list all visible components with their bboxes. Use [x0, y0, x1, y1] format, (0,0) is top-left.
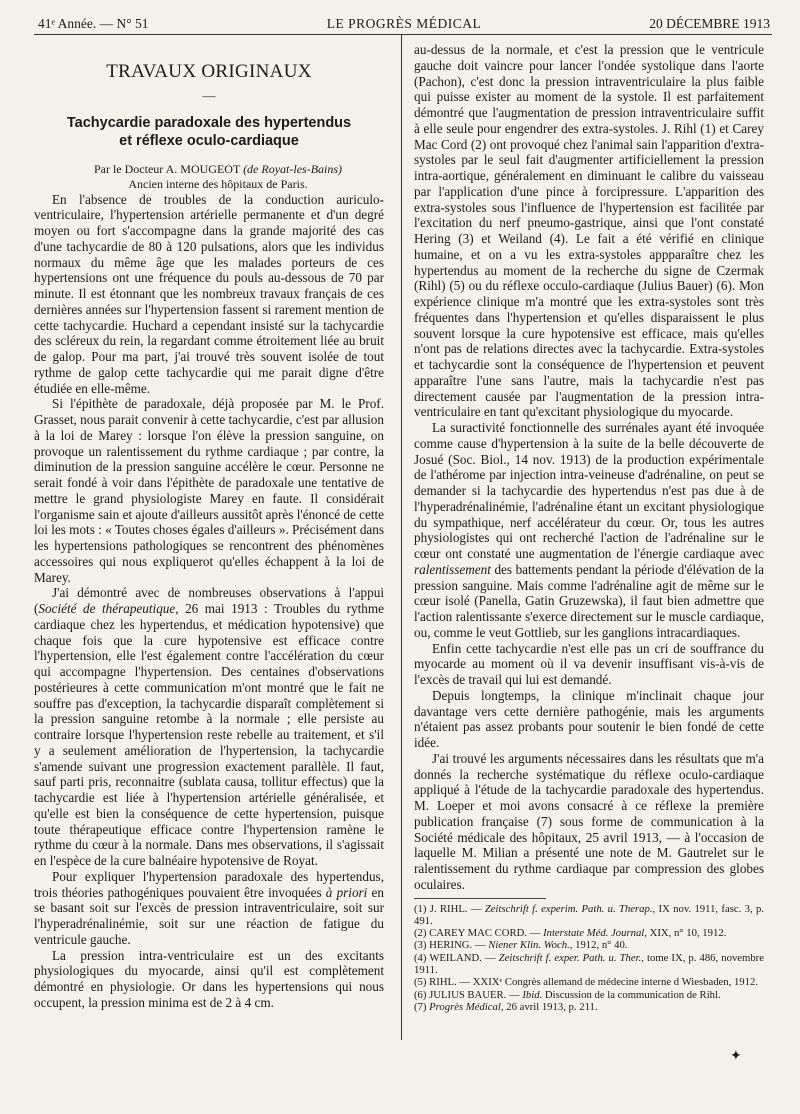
footnote-rule	[414, 898, 546, 899]
paragraph	[414, 420, 764, 641]
footnotes	[414, 903, 764, 1014]
author-byline	[34, 162, 384, 177]
paragraph-text: Pour expliquer l'hypertension paradoxale des hypertendus, trois théories pathogéniques pouvaient être invoquées	[34, 868, 384, 900]
page-header	[38, 10, 770, 34]
paragraph: La pression intra-ventriculaire est un des excitants physiologiques du myocarde, ainsi qu'il est complètement démontré en physiologie. Or dans les hypertensions qui nous occupent, la pression minima est de 2 à 4 cm.	[34, 947, 384, 1010]
footnote-text: Discussion de la communication de Rihl.	[542, 988, 721, 1001]
left-column	[34, 42, 384, 1011]
footnote-italic: Progrès Médical	[429, 1000, 501, 1013]
footnote-italic: Zeitschrift f. experim. Path. u. Therap.	[484, 902, 653, 915]
footnote-text: , 1912, n° 40.	[569, 939, 628, 952]
footnote	[414, 1001, 764, 1013]
journal-title: LE PROGRÈS MÉDICAL	[326, 16, 482, 31]
footnote	[414, 952, 764, 977]
author-role: Ancien interne des hôpitaux de Paris.	[128, 176, 308, 191]
author-name: Par le Docteur A. MOUGEOT	[93, 161, 241, 176]
paragraph	[34, 869, 384, 948]
column-rule	[401, 35, 402, 1040]
paragraph: Si l'épithète de paradoxale, déjà proposée par M. le Prof. Grasset, nous parait convenir à cette tachycardie, c'est par allusion à la loi de Marey : lorsque l'on élève la pression sanguine, on provoque un ralentissement du rythme cardiaque ; par contre, la diminution de la pression sanguine accélère le cœur. Personne ne serait fondé à voir dans l'épithète de paradoxale une tentative de mettre le grand physiologiste Marey en faute. Il considérait l'organisme sain et ajoute d'ailleurs aussitôt après l'énoncé de cette loi les mots : « Toutes choses égales d'ailleurs ». Précisément dans les hypertensions pathologiques se rencontrent des phénomènes accessoires qui nous expliquerot qu'elles échappent à la loi de Marey.	[34, 396, 385, 585]
paragraph-text: en se basant soit sur l'excès de pression intraventriculaire, soit sur l'hyperadrénalinémie, soit sur une réaction de fatigue du ventricule gauche.	[34, 884, 385, 947]
footnote-text: , tome IX, p. 486, novembre 1911.	[414, 951, 764, 976]
footnote	[414, 939, 764, 951]
footnote-text: , IX nov. 1911, fasc. 3, p. 491.	[414, 902, 764, 927]
paragraph: Depuis longtemps, la clinique m'inclinait chaque jour davantage vers cette dernière pathogénie, mais les arguments n'étaient pas assez probants pour soutenir le bien fondé de cette idée.	[414, 687, 764, 750]
end-ornament: ✦	[730, 1049, 742, 1064]
paragraph-italic: ralentissement	[414, 561, 491, 577]
paragraph: En l'absence de troubles de la conduction auriculo-ventriculaire, l'hypertension artérielle permanente et d'un degré moyen ou fort s'accompagne dans la grande majorité des cas d'une tachycardie de 80 à 120 pulsations, alors que les individus normaux du même âge que les malades porteurs de ces hypertensions ont une fréquence du pouls au-dessous de 70 par minute. Il est étonnant que les nombreux travaux français de ces dernières années sur l'hypertension fassent si rarement mention de cette tachycardie. Huchard a cependant insisté sur la tachycardie des scléreux du rein, la regardant comme étroitement liée au bruit de galop. Pour ma part, j'ai trouvé très souvent isolée de tout rythme de galop cette tachycardie qui me parait digne d'être étudiée en elle-même.	[34, 191, 384, 396]
footnote-italic: Ibid.	[522, 988, 543, 1001]
article-title-line-2: et réflexe oculo-cardiaque	[119, 132, 299, 149]
footnote	[414, 927, 764, 939]
issue-info: 41ᵉ Année. — N° 51	[38, 16, 149, 31]
paragraph-italic: Société de thérapeutique	[38, 601, 176, 616]
paragraph	[34, 585, 384, 869]
issue-date: 20 DÉCEMBRE 1913	[649, 16, 770, 31]
paragraph-text: La suractivité fonctionnelle des surrénales ayant été invoquée comme cause d'hypertension à la suite de la belle découverte de Josué (Soc. Biol., 14 nov. 1913) de la production expérimentale de l'athérome par injection intra-veineuse d'adrénaline, on peut se demander si la tachycardie des hypertendus n'est pas due à de l'hyperadrénalinémie, l'adrénaline étant un excitant physiologique du sympathique, nerf accélérateur du cœur. Or, tous les autres physiologistes qui ont recherché l'action de l'adrénaline sur le cœur ont constaté une augmentation de l'énergie cardiaque avec	[414, 420, 764, 561]
title-separator: —	[202, 87, 216, 103]
footnote-text: (6) JULIUS BAUER. —	[414, 988, 523, 1001]
footnote-text: (3) HERING. —	[414, 939, 489, 952]
author-affiliation: (de Royat-les-Bains)	[243, 161, 343, 176]
article-title-line-1: Tachycardie paradoxale des hypertendus	[66, 114, 352, 131]
footnote-text: (7)	[414, 1000, 430, 1013]
paragraph-text: , 26 mai 1913 : Troubles du rythme cardiaque chez les hypertendus, et médication hypotensive) que chaque fois que la cure hypotensive est efficace contre l'hypertension, elle l'est également contre l'accélération du cœur qui accompagne l'hypertension. Des centaines d'observations postérieures à cette communication m'ont montré que le fait ne souffre pas d'exception, la tachycardie disparaît complètement si la pression sanguine retombe à la normale ; elle persiste au contraire lorsque l'hypertension reste rebelle au traitement, et s'il y a seulement amélioration de l'hypertension, la tachycardie s'amende suivant une progression exactement parallèle. Il faut, sauf parti pris, reconnaitre (sublata causa, tollitur effectus) que la tachycardie est liée à l'hypertension artérielle généralisée, et qu'elle est bien la conséquence de cette hypertension, puisque toute thérapeutique efficace contre l'hypertension ramène le rythme du cœur à la normale. Dans mes observations, il s'agissait en l'espèce de la cure balnéaire hypotensive de Royat.	[34, 601, 384, 868]
footnote	[414, 989, 764, 1001]
paragraph-text: J'ai démontré avec de nombreuses observations à l'appui (	[34, 585, 384, 616]
footnote-italic: Niener Klin. Woch.	[488, 939, 570, 952]
footnote	[414, 903, 764, 928]
footnote-text: , 26 avril 1913, p. 211.	[500, 1000, 598, 1013]
paragraph-text: des battements pendant la période d'élévation de la pression sanguine. Mais comme l'adrénaline agit de même sur le cœur isolé (Panella, Gatin Gruzewska), il faut bien admettre que l'action ralentissante s'exerce directement sur le muscle cardiaque, ou, comme le veut Gottlieb, sur les ganglions intracardiaques.	[414, 561, 764, 640]
section-title: TRAVAUX ORIGINAUX	[106, 61, 312, 82]
footnote-text: , XIX, n° 10, 1912.	[644, 927, 727, 940]
article-title	[34, 114, 384, 150]
footnote-text: (5) RIHL. — XXIXᵉ Congrès allemand de médecine interne d Wiesbaden, 1912.	[414, 976, 759, 989]
paragraph: Enfin cette tachycardie n'est elle pas un cri de souffrance du myocarde au moment où il va devenir insuffisant vis-à-vis de l'excès de travail qui lui est demandé.	[414, 640, 764, 687]
header-rule	[34, 34, 772, 35]
paragraph: J'ai trouvé les arguments nécessaires dans les résultats que m'a donnés la recherche systématique du réflexe oculo-cardiaque appliqué à l'étude de la tachycardie paradoxale des hypertendus. M. Loeper et moi avons consacré à ce réflexe la première publication française (7) sous forme de communication à la Société médicale des hôpitaux, 25 avril 1913, — à l'occasion de laquelle M. Milian a présenté une note de M. Gautrelet sur le ralentissement du rythme cardiaque par compression des globes oculaires.	[414, 750, 764, 892]
right-column	[414, 42, 764, 1013]
paragraph-italic: à priori	[325, 884, 368, 900]
footnote-text: (4) WEILAND. —	[414, 951, 499, 964]
footnote-italic: Interstate Méd. Journal	[543, 927, 645, 940]
footnote-text: (1) J. RIHL. —	[414, 902, 485, 915]
paragraph: au-dessus de la normale, et c'est la pression que le ventricule gauche doit vaincre pour lancer l'ondée systolique dans l'aorte (Pachon), c'est donc la pression intraventriculaire la plus faible qui puisse exister au moment de la systole. Il est parfaitement démontré que l'augmentation de pression intraventriculaire suffit à elle seule pour engendrer des extra-systoles. J. Rihl (1) et Carey Mac Cord (2) ont provoqué chez l'animal sain l'apparition d'extra-systoles par le seul fait d'augmenter artificiellement la pression intra-aortique, généralement en diminuant le calibre du vaisseau par l'application d'une pince à forcipressure. L'apparition des extra-systoles sous l'influence de l'hypertension est facilitée par l'excitation du nerf pneumo-gastrique, ainsi que l'ont constaté Hering (3) et Weiland (4). Le fait a été vérifié en clinique humaine, et on a vu les extra-systoles appparaître chez les hypertendus au moment de la recherche du signe de Czermak (Rihl) (5) ou du réflexe occulo-cardiaque (Julius Bauer) (6). Mon expérience clinique m'a montré que les extra-systoles sont très fréquentes dans l'hypertension et qu'elles disparaissent le plus souvent lorsque la cure hypotensive est efficace, mais qu'elles n'ont pas de relations directes avec la tachycardie. Extra-systoles et tachycardie sont la conséquence de l'hypertension et peuvent apparaître l'une sans l'autre, mais la tachycardie n'est pas directement causée par l'augmentation de la pression intra-ventriculaire en tant qu'excitant physiologique du myocarde.	[414, 42, 764, 420]
footnote-italic: Zeitschrift f. exper. Path. u. Ther.	[498, 951, 642, 964]
footnote-text: (2) CAREY MAC CORD. —	[414, 927, 544, 940]
footnote	[414, 976, 764, 988]
